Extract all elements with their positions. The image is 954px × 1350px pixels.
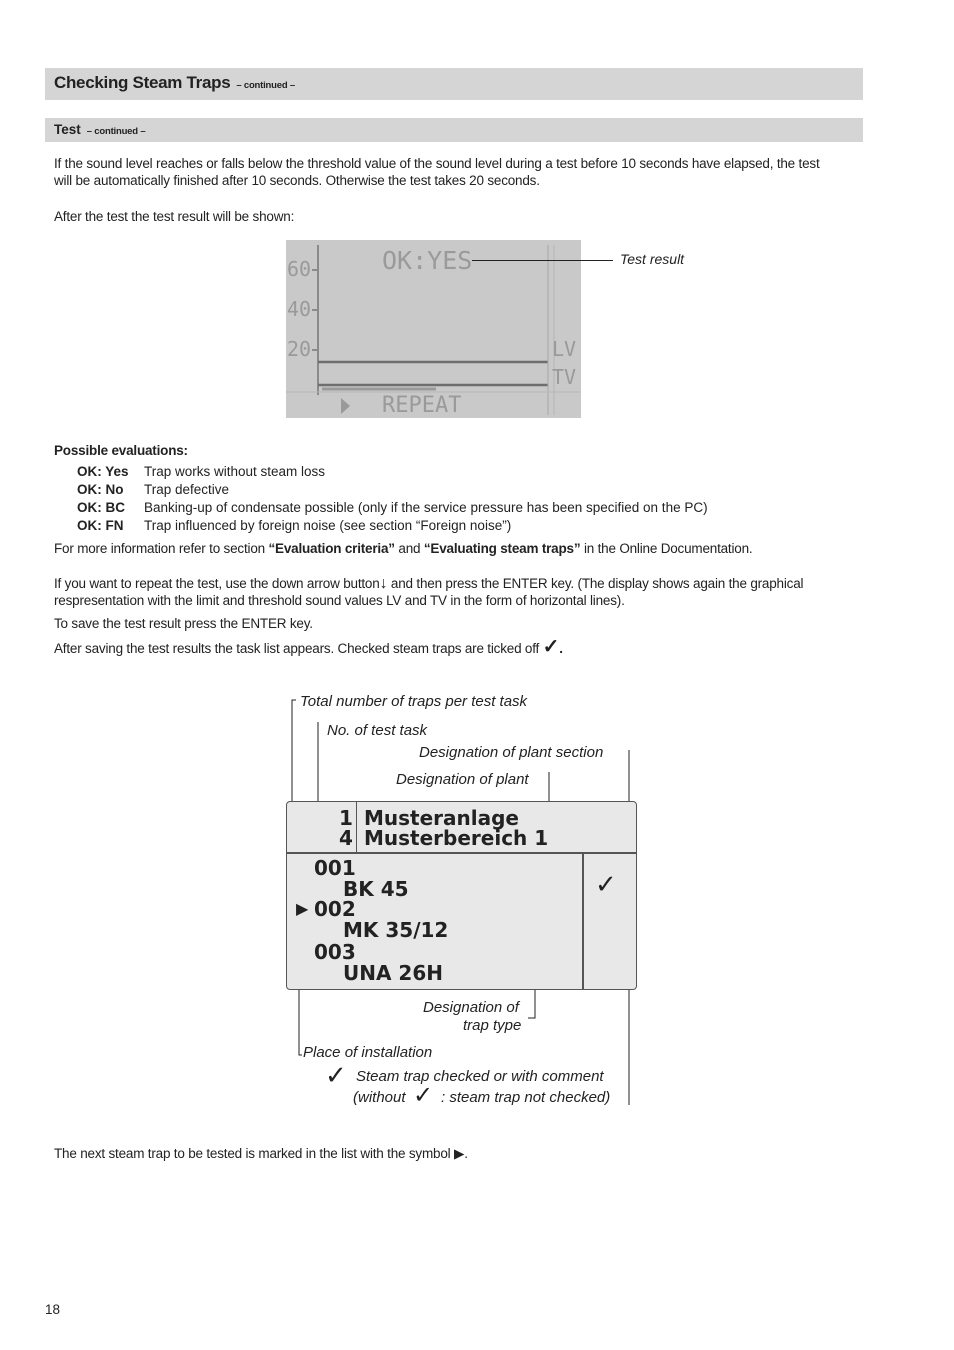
label-not-checked: : steam trap not checked)	[441, 1089, 611, 1106]
lcd-lv-label: LV	[552, 337, 577, 361]
check-icon: ✓	[325, 1060, 347, 1090]
intro-line: After the test the test result will be shown:	[54, 209, 295, 224]
label-trap-type-1: Designation of	[423, 999, 519, 1016]
test-task-number: 1	[339, 806, 353, 830]
check-icon: ✓	[413, 1082, 434, 1109]
evaluation-item: OK: Yes Trap works without steam loss	[77, 464, 326, 479]
next-trap-marker-icon: ▶	[296, 899, 309, 918]
label-trap-type-2: trap type	[463, 1017, 522, 1034]
lcd-status: OK:YES	[382, 246, 473, 275]
trap-type: UNA 26H	[343, 961, 443, 985]
total-traps-number: 4	[339, 826, 353, 850]
intro-paragraph: If the sound level reaches or falls below the threshold value of the sound level during a test before 10 seconds have elapsed, the test will be automatically finished after 10 seconds. Otherwise the test takes 20 seconds.	[54, 156, 820, 188]
play-marker-icon: ▶	[454, 1146, 465, 1161]
evaluation-item: OK: BC Banking-up of condensate possible (only if the service pressure has been specified on the PC)	[77, 500, 708, 515]
label-without: (without	[353, 1089, 406, 1106]
save-instruction: To save the test result press the ENTER key.	[54, 616, 313, 631]
down-arrow-icon: ↓	[379, 575, 388, 592]
more-info: For more information refer to section “Evaluation criteria” and “Evaluating steam traps” in the Online Documentation.	[54, 541, 753, 556]
section-title: Checking Steam Traps – continued –	[54, 73, 295, 92]
after-saving: After saving the test results the task list appears. Checked steam traps are ticked off ✓.	[54, 636, 563, 658]
label-checked: Steam trap checked or with comment	[356, 1068, 604, 1085]
repeat-paragraph: If you want to repeat the test, use the down arrow button↓ and then press the ENTER key. (The display shows again the graphical respresentation with the limit and threshold sound values LV and TV in the form of horizontal lines).	[54, 575, 804, 608]
continued-label: – continued –	[236, 80, 295, 91]
next-trap-note: The next steam trap to be tested is marked in the list with the symbol ▶.	[54, 1146, 468, 1161]
label-total-traps: Total number of traps per test task	[300, 693, 528, 710]
task-list-display	[286, 801, 637, 990]
lcd-tick-20: 20	[287, 337, 312, 361]
divider	[287, 852, 636, 854]
evaluation-item: OK: No Trap defective	[77, 482, 230, 497]
plant-name: Musteranlage	[364, 806, 519, 830]
trap-id: 003	[314, 940, 356, 964]
lcd-tick-60: 60	[287, 257, 312, 281]
divider	[356, 802, 357, 852]
trap-type: MK 35/12	[343, 918, 449, 942]
lcd-tv-label: TV	[552, 365, 577, 389]
check-icon: ✓	[542, 636, 560, 658]
evaluation-item: OK: FN Trap influenced by foreign noise (see section “Foreign noise”)	[77, 518, 512, 533]
trap-id: 001	[314, 856, 356, 880]
plant-section-name: Musterbereich 1	[364, 826, 549, 850]
callout-test-result: Test result	[620, 251, 685, 267]
label-plant: Designation of plant	[396, 771, 529, 788]
label-place-installation: Place of installation	[303, 1044, 433, 1061]
trap-type: BK 45	[343, 877, 409, 901]
continued-label: – continued –	[86, 126, 146, 137]
subsection-title: Test – continued –	[54, 122, 146, 137]
check-icon: ✓	[595, 869, 617, 899]
label-test-task-no: No. of test task	[327, 722, 428, 739]
divider	[582, 852, 584, 989]
evaluations-heading: Possible evaluations:	[54, 443, 188, 458]
lcd-repeat: REPEAT	[382, 393, 462, 418]
page-number: 18	[45, 1302, 61, 1317]
trap-id: 002	[314, 897, 356, 921]
label-plant-section: Designation of plant section	[419, 744, 604, 761]
lcd-tick-40: 40	[287, 297, 312, 321]
